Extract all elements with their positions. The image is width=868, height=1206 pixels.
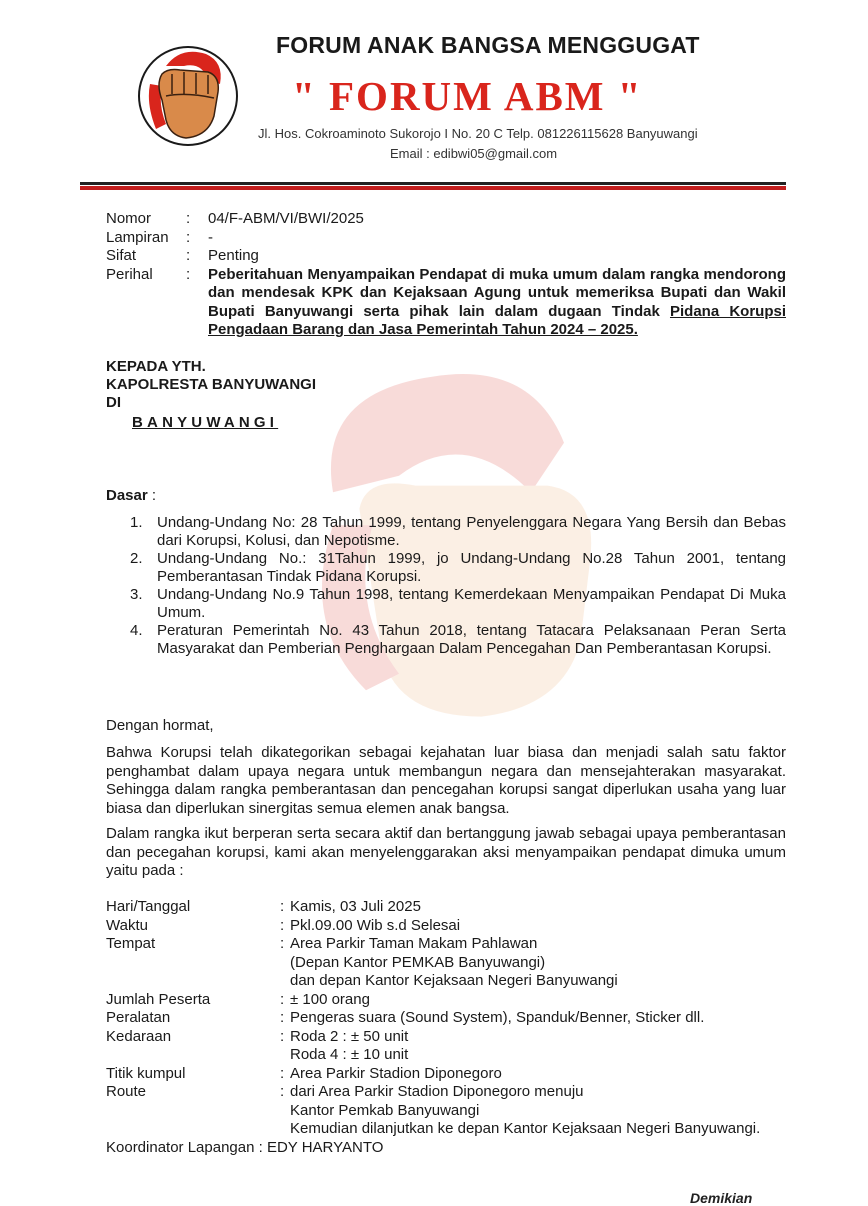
meta-nomor	[106, 210, 786, 229]
vehicle-line2: Roda 4 : ± 10 unit	[290, 1046, 409, 1063]
event-colon: :	[280, 990, 285, 1008]
list-item	[130, 550, 786, 586]
route-line2: Kantor Pemkab Banyuwangi	[290, 1101, 480, 1119]
perihal-text	[208, 266, 786, 340]
meta-label: Nomor	[106, 210, 152, 227]
event-row-participants	[106, 991, 796, 1010]
recipient-city: BANYUWANGI	[132, 414, 279, 431]
perihal-line2: Pidana Korupsi Pengadaan Barang dan Jasa Pemerintah Tahun 2024 – 2025.	[208, 302, 786, 338]
list-num: 4.	[130, 622, 143, 639]
event-label: Hari/Tanggal	[106, 898, 191, 915]
event-row-vehicles	[106, 1028, 796, 1065]
event-value: ± 100 orang	[290, 990, 370, 1008]
place-line1: Area Parkir Taman Makam Pahlawan	[290, 935, 538, 952]
event-label: Peralatan	[106, 1009, 171, 1026]
meta-label: Sifat	[106, 247, 137, 264]
event-row-place	[106, 935, 796, 991]
list-num: 1.	[130, 514, 143, 531]
meta-colon: :	[186, 265, 191, 283]
meta-sifat	[106, 247, 786, 266]
meta-colon: :	[186, 247, 191, 264]
event-row-route	[106, 1083, 796, 1139]
list-text: Undang-Undang No: 28 Tahun 1999, tentang Penyelenggara Negara Yang Bersih dan Bebas dari Korupsi, Kolusi, dan Nepotisme.	[157, 514, 786, 549]
event-colon: :	[280, 898, 285, 915]
dasar-heading: Dasar :	[106, 487, 157, 504]
list-item	[130, 514, 786, 550]
recipient-block	[106, 358, 316, 432]
event-label: Jumlah Peserta	[106, 990, 211, 1008]
event-details	[106, 898, 796, 1157]
list-text: Undang-Undang No.9 Tahun 1998, tentang Kemerdekaan Menyampaikan Pendapat Di Muka Umum.	[157, 586, 786, 621]
list-item	[130, 586, 786, 622]
event-label: Route	[106, 1083, 147, 1100]
list-num: 2.	[130, 550, 143, 567]
event-label: Kedaraan	[106, 1027, 172, 1045]
event-row-time	[106, 917, 796, 936]
meta-value: Penting	[208, 247, 259, 264]
event-colon: :	[280, 935, 285, 952]
place-line3: dan depan Kantor Kejaksaan Negeri Banyuwangi	[290, 972, 618, 989]
meta-colon: :	[186, 210, 191, 227]
meta-perihal	[106, 266, 786, 340]
event-row-equipment	[106, 1009, 796, 1028]
meta-lampiran	[106, 229, 786, 248]
recipient-line1: KEPADA YTH.	[106, 358, 206, 375]
header-rule	[80, 182, 786, 185]
event-colon: :	[280, 1064, 285, 1082]
list-text: Undang-Undang No.: 31Tahun 1999, jo Undang-Undang No.28 Tahun 2001, tentang Pemberantasan Tindak Pidana Korupsi.	[157, 550, 786, 585]
meta-label: Perihal	[106, 265, 153, 283]
list-num: 3.	[130, 586, 143, 603]
event-value: Area Parkir Stadion Diponegoro	[290, 1064, 502, 1082]
event-value: Pkl.09.00 Wib s.d Selesai	[290, 916, 461, 934]
event-label: Tempat	[106, 935, 156, 952]
dasar-heading-text: Dasar	[106, 487, 148, 504]
org-short-name: " FORUM ABM "	[292, 73, 643, 119]
event-row-date	[106, 898, 796, 917]
paragraph-1: Bahwa Korupsi telah dikategorikan sebagai kejahatan luar biasa dan menjadi salah satu faktor penghambat dalam upaya negara untuk membangun negara dan mensejahterakan masyarakat. Sehingga dalam rangka pemberantasan dan pencegahan korupsi sangat diperlukan usaha yang luar biasa dan diperlukan sinergitas semua elemen anak bangsa.	[106, 744, 786, 817]
vehicle-line1: Roda 2 : ± 50 unit	[290, 1027, 409, 1045]
paragraph-2: Dalam rangka ikut berperan serta secara aktif dan bertanggung jawab sebagai upaya pemberantasan dan pecegahan korupsi, kami akan menyelenggarakan aksi menyampaikan pendapat dimuka umum yaitu pada :	[106, 825, 786, 879]
event-value: Kamis, 03 Juli 2025	[290, 898, 421, 915]
event-value	[290, 1083, 796, 1139]
recipient-line2: KAPOLRESTA BANYUWANGI	[106, 376, 316, 393]
recipient-line3: DI	[106, 394, 121, 411]
place-line2: (Depan Kantor PEMKAB Banyuwangi)	[290, 953, 546, 971]
event-value	[290, 935, 796, 991]
event-colon: :	[280, 1027, 285, 1045]
meta-label: Lampiran	[106, 228, 169, 246]
dasar-list	[130, 514, 786, 658]
letter-meta	[106, 210, 786, 340]
org-name: FORUM ANAK BANGSA MENGGUGAT	[276, 32, 700, 58]
event-value	[290, 1028, 796, 1065]
list-text: Peraturan Pemerintah No. 43 Tahun 2018, tentang Tatacara Pelaksanaan Peran Serta Masyarakat dan Pemberian Penghargaan Dalam Pencegahan Dan Pemberantasan Korupsi.	[157, 622, 786, 657]
event-label: Waktu	[106, 916, 148, 934]
org-address: Jl. Hos. Cokroaminoto Sukorojo I No. 20 C Telp. 081226115628 Banyuwangi	[258, 126, 698, 141]
route-line1: dari Area Parkir Stadion Diponegoro menuju	[290, 1083, 584, 1100]
org-email: Email : edibwi05@gmail.com	[390, 146, 558, 161]
event-value: Pengeras suara (Sound System), Spanduk/Benner, Sticker dll.	[290, 1009, 705, 1026]
header-rule-red	[80, 186, 786, 190]
event-colon: :	[280, 1009, 285, 1026]
meta-value: 04/F-ABM/VI/BWI/2025	[208, 210, 364, 227]
meta-value: -	[208, 228, 213, 246]
cut-off-text: Demikian	[690, 1190, 753, 1206]
event-colon: :	[280, 1083, 285, 1100]
event-row-meeting-point	[106, 1065, 796, 1084]
meta-colon: :	[186, 228, 191, 246]
event-label: Titik kumpul	[106, 1064, 186, 1082]
perihal-line1: Peberitahuan Menyampaikan Pendapat di muka umum dalam rangka mendorong dan mendesak KPK dan Kejaksaan Agung untuk memeriksa Bupati dan Wakil Bupati Banyuwangi serta pihak lain dalam dugaan Tindak	[208, 265, 786, 320]
coordinator: Koordinator Lapangan : EDY HARYANTO	[106, 1138, 384, 1156]
event-colon: :	[280, 916, 285, 934]
greeting: Dengan hormat,	[106, 717, 214, 734]
list-item	[130, 622, 786, 658]
route-line3: Kemudian dilanjutkan ke depan Kantor Kejaksaan Negeri Banyuwangi.	[290, 1120, 761, 1137]
fist-logo-icon	[136, 44, 240, 148]
